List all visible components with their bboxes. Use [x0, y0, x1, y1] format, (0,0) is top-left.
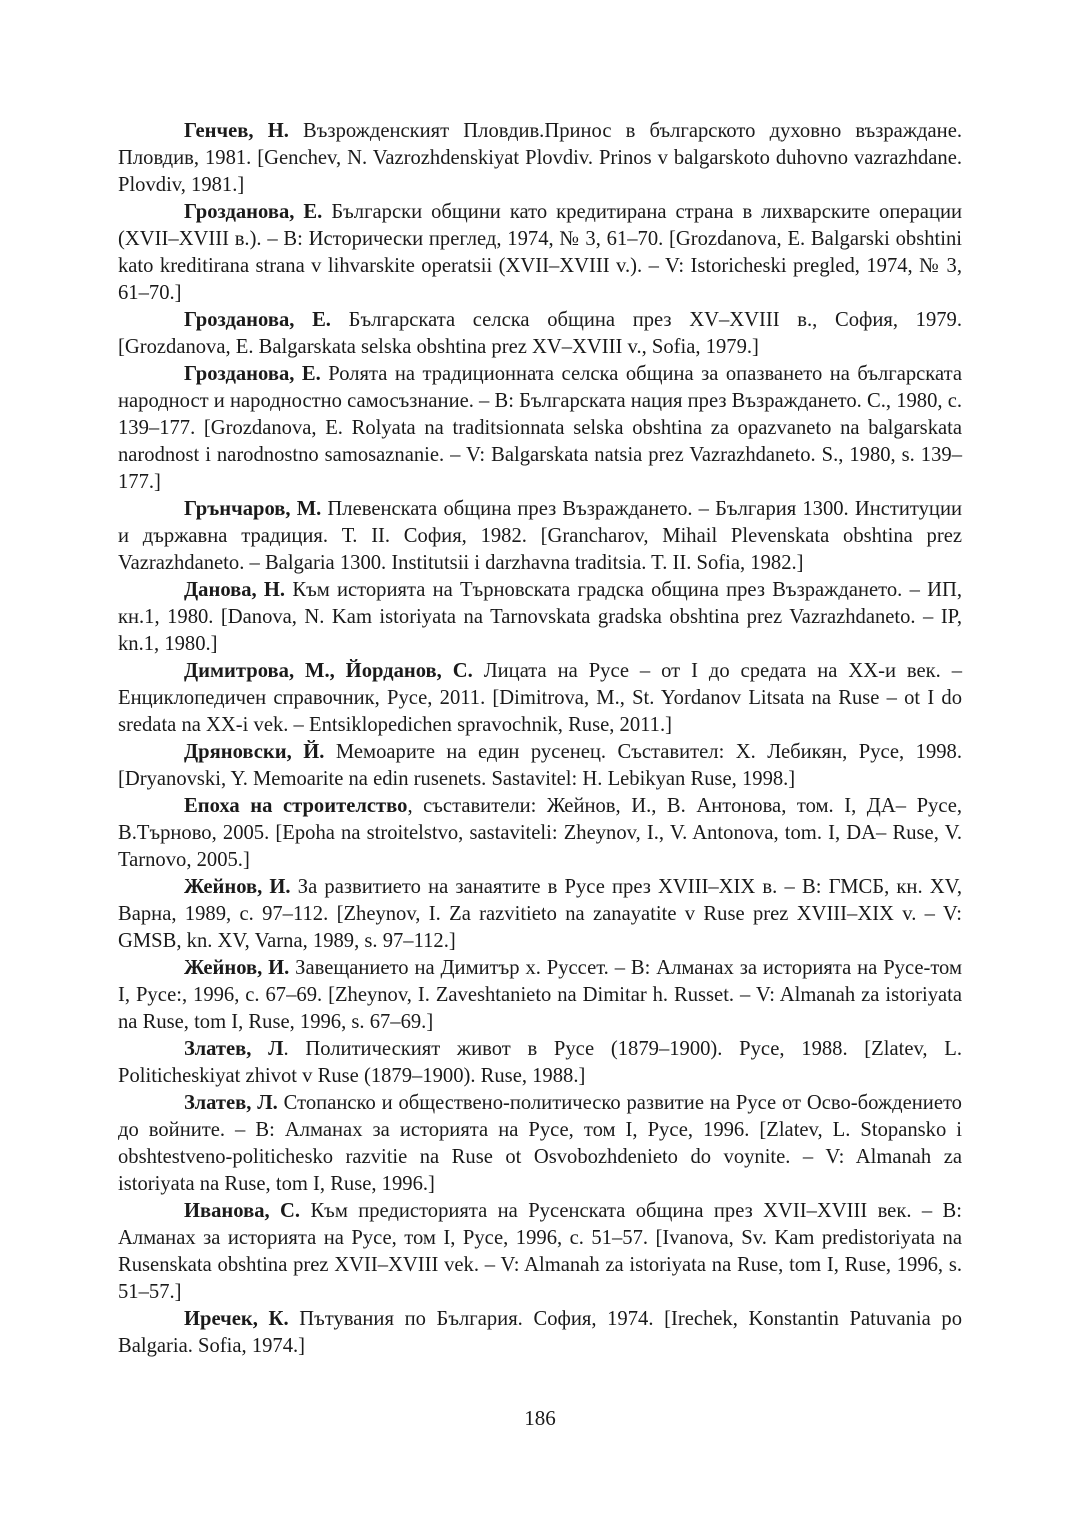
bibliography-entry [118, 199, 962, 307]
bibliography-entry [118, 361, 962, 496]
entry-author: Грозданова, Е. [184, 201, 323, 223]
bibliography-entry [118, 496, 962, 577]
bibliography-entry [118, 1198, 962, 1306]
entry-author: Димитрова, М., Йорданов, С. [184, 660, 473, 682]
bibliography-entry [118, 658, 962, 739]
bibliography-entry [118, 793, 962, 874]
entry-author: Данова, Н. [184, 579, 286, 601]
entry-text: Ролята на традиционната селска община за опазването на българската народност и народностно самосъзнание. – В: Българската нация през Възраждането. С., 1980, с. 139–177. [Grozdanova, E. Rolyata na traditsionnata selska obshtina za opazvaneto na balgarskata narodnost i narodnostno samosaznanie. – V: Balgarskata natsia prez Vazrazhdaneto. S., 1980, s. 139–177.] [118, 363, 963, 493]
entry-text: Стопанско и обществено-политическо развитие на Русе от Осво-бождението до войните. – В: Алманах за историята на Русе, том I, Русе, 1996. [Zlatev, L. Stopansko i obshtestveno-politichesko razvitie na Ruse ot Osvobozhdenieto do voynite. – V: Almanah za istoriyata na Ruse, tom I, Ruse, 1996.] [118, 1092, 962, 1195]
entry-author: Златев, Л. [184, 1092, 278, 1114]
entry-text: Българската селска община през XV–XVIII в., София, 1979. [Grozdanova, E. Balgarskata selska obshtina prez XV–XVIII v., Sofia, 1979.] [118, 309, 962, 358]
entry-text: Пътувания по България. София, 1974. [Irechek, Konstantin Patuvania po Balgaria. Sofia, 1974.] [118, 1308, 962, 1357]
entry-author: Грозданова, Е. [184, 309, 331, 331]
entry-author: Жейнов, И. [184, 876, 291, 898]
entry-text: Плевенската община през Възраждането. – България 1300. Институции и държавна традиция. Т. II. София, 1982. [Grancharov, Mihail Plevenskata obshtina prez Vazrazhdaneto. – Balgaria 1300. Institutsii i darzhavna traditsia. T. II. Sofia, 1982.] [118, 498, 962, 574]
entry-text: Към предисторията на Русенската община през XVII–XVIII век. – В: Алманах за историята на Русе, том I, Русе, 1996, с. 51–57. [Ivanova, Sv. Kam predistoriyata na Rusenskata obshtina prez XVII–XVIII vek. – V: Almanah za istoriyata na Ruse, tom I, Ruse, 1996, s. 51–57.] [118, 1200, 962, 1303]
entry-text: Лицата на Русе – от I до средата на XX-и век. – Енциклопедичен справочник, Русе, 2011. [Dimitrova, M., St. Yordanov Litsata na Ruse – ot I do sredata na XX-i vek. – Entsiklopedichen spravochnik, Ruse, 2011.] [118, 660, 963, 736]
entry-text: Възрожденският Пловдив.Принос в българското духовно възраждане. Пловдив, 1981. [Genchev, N. Vazrozhdenskiyat Plovdiv. Prinos v balgarskoto duhovno vazrazhdane. Plovdiv, 1981.] [118, 120, 962, 196]
entry-text: . Политическият живот в Русе (1879–1900). Русе, 1988. [Zlatev, L. Politicheskiyat zhivot v Ruse (1879–1900). Ruse, 1988.] [118, 1038, 963, 1087]
bibliography-entry [118, 307, 962, 361]
bibliography-entry [118, 577, 962, 658]
page-number: 186 [524, 1406, 556, 1430]
bibliography-entry [118, 739, 962, 793]
entry-author: Генчев, Н. [184, 120, 289, 142]
entry-text: За развитието на занаятите в Русе през XVIII–XIX в. – В: ГМСБ, кн. XV, Варна, 1989, с. 97–112. [Zheynov, I. Za razvitieto na zanayatite v Ruse prez XVIII–XIX v. – V: GMSB, kn. XV, Varna, 1989, s. 97–112.] [118, 876, 963, 952]
bibliography [118, 118, 962, 1360]
entry-author: Жейнов, И. [184, 957, 290, 979]
entry-text: , съставители: Жейнов, И., В. Антонова, том. I, ДА– Русе, В.Търново, 2005. [Epoha na stroitelstvo, sastaviteli: Zheynov, I., V. Antonova, tom. I, DA– Ruse, V. Tarnovo, 2005.] [118, 795, 962, 871]
bibliography-entry [118, 118, 962, 199]
entry-author: Иречек, К. [184, 1308, 289, 1330]
bibliography-entry [118, 1306, 962, 1360]
entry-author: Златев, Л [184, 1038, 284, 1060]
entry-author: Епоха на строителство [184, 795, 408, 817]
bibliography-entry [118, 874, 962, 955]
bibliography-entry [118, 1090, 962, 1198]
bibliography-entry [118, 1036, 962, 1090]
bibliography-entry [118, 955, 962, 1036]
entry-text: Български общини като кредитирана страна в лихварските операции (XVII–XVIII в.). – В: Исторически преглед, 1974, № 3, 61–70. [Grozdanova, E. Balgarski obshtini kato kreditirana strana v lihvarskite operatsii (XVII–XVIII v.). – V: Istoricheski pregled, 1974, № 3, 61–70.] [118, 201, 963, 304]
entry-text: Мемоарите на един русенец. Съставител: Х. Лебикян, Русе, 1998. [Dryanovski, Y. Memoarite na edin rusenets. Sastavitel: H. Lebikyan Ruse, 1998.] [118, 741, 962, 790]
entry-text: Към историята на Търновската градска община през Възраждането. – ИП, кн.1, 1980. [Danova, N. Kam istoriyata na Tarnovskata gradska obshtina prez Vazrazhdaneto. – IP, kn.1, 1980.] [118, 579, 962, 655]
entry-text: Завещанието на Димитър х. Руссет. – В: Алманах за историята на Русе-том I, Русе:, 1996, с. 67–69. [Zheynov, I. Zaveshtanieto na Dimitar h. Russet. – V: Almanah za istoriyata na Ruse, tom I, Ruse, 1996, s. 67–69.] [118, 957, 962, 1033]
entry-author: Грозданова, Е. [184, 363, 321, 385]
entry-author: Дряновски, Й. [184, 741, 325, 763]
entry-author: Иванова, С. [184, 1200, 301, 1222]
entry-author: Грънчаров, М. [184, 498, 322, 520]
